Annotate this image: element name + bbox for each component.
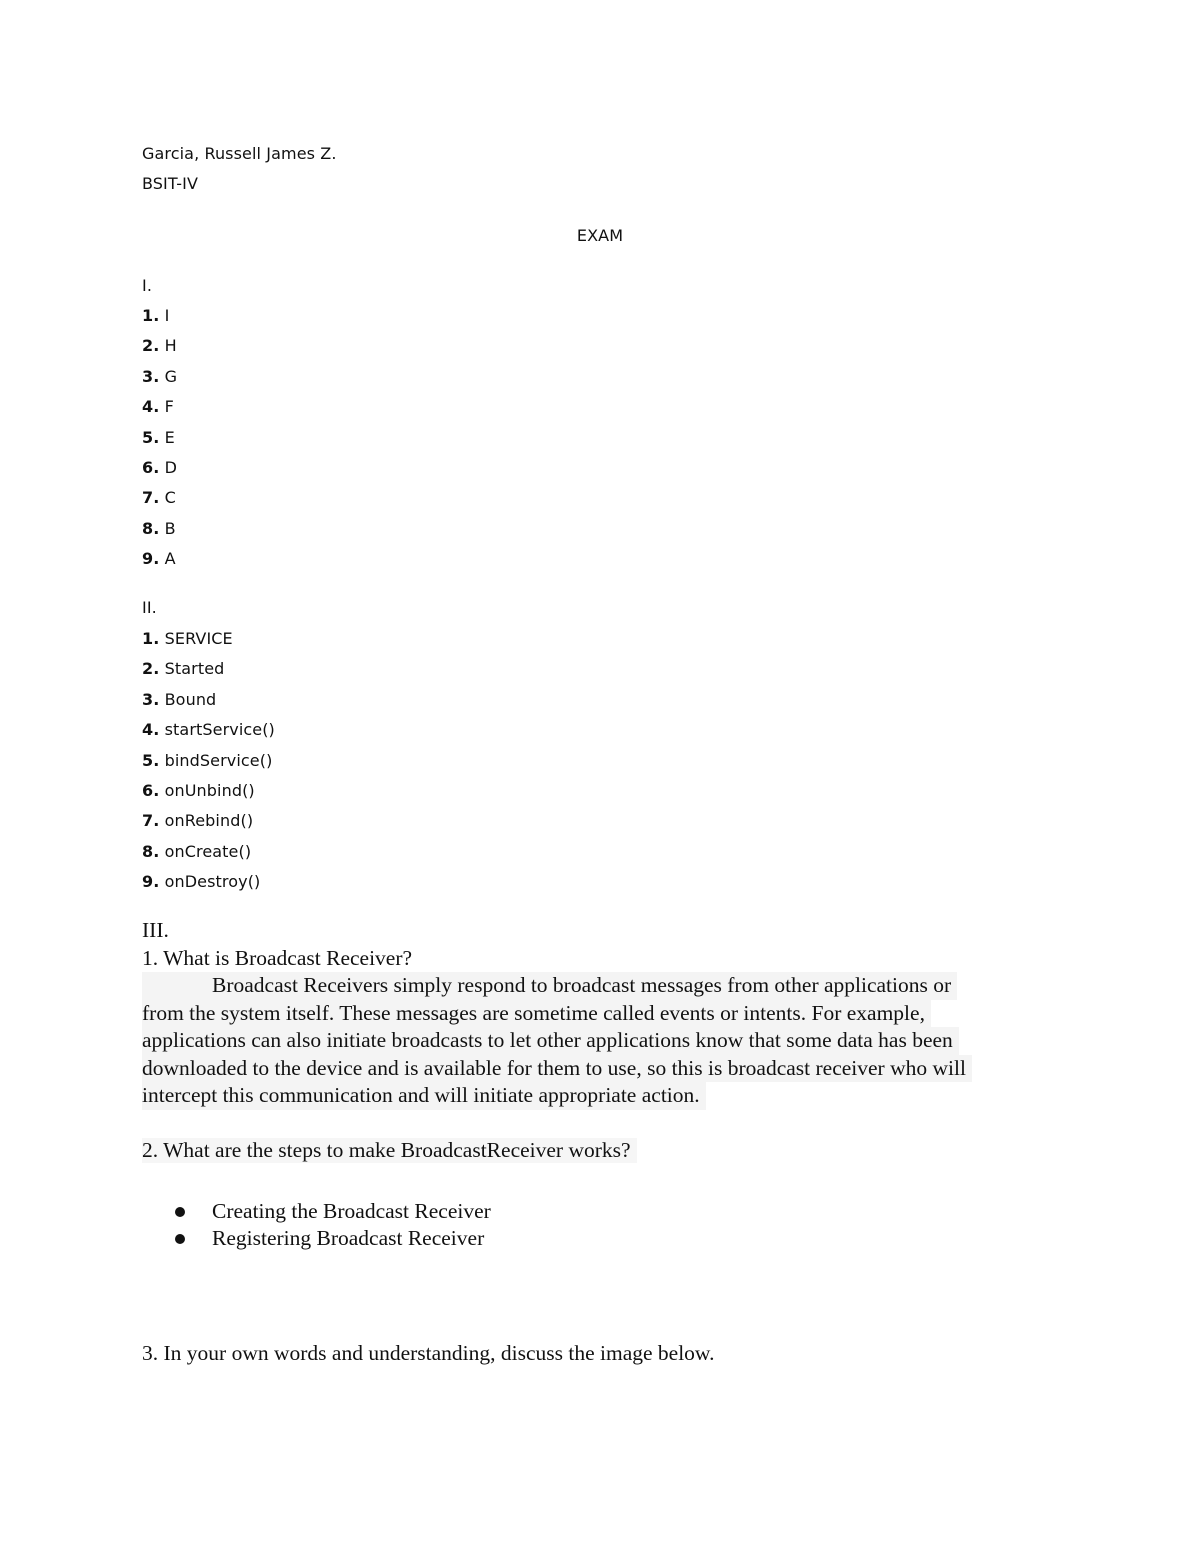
item-answer: G [164,366,178,386]
item-answer: onDestroy() [164,872,261,892]
bullet-icon [175,1234,185,1244]
item-answer: onCreate() [164,841,252,861]
list-item [142,335,177,365]
item-number: 4. [142,720,160,740]
list-item [142,750,275,780]
answer-line: Broadcast Receivers simply respond to broadcast messages from other applications or [142,972,957,1000]
part-3-heading: III. [142,918,169,942]
item-number: 6. [142,457,160,477]
question-3: 3. In your own words and understanding, discuss the image below. [142,1341,715,1365]
list-item [142,780,275,810]
question-1: 1. What is Broadcast Receiver? [142,946,413,970]
item-answer: SERVICE [164,629,233,648]
answer-line: from the system itself. These messages are sometime called events or intents. For example, [142,1000,931,1028]
item-number: 7. [142,811,160,831]
steps-bullet-list [142,1198,491,1252]
list-item [142,841,275,871]
item-answer: A [164,549,176,569]
item-answer: B [164,518,176,538]
item-number: 5. [142,427,160,447]
item-number: 1. [142,306,160,325]
item-number: 7. [142,488,160,508]
part-1-heading: I. [142,276,153,295]
item-number: 3. [142,366,160,386]
list-item [142,305,177,335]
answer-line: intercept this communication and will initiate appropriate action. [142,1082,706,1110]
item-number: 2. [142,659,160,679]
item-answer: onRebind() [164,811,254,831]
question-2: 2. What are the steps to make BroadcastReceiver works? [142,1138,637,1163]
list-item [142,518,177,548]
part-2-answer-list [142,628,275,902]
list-item [142,1225,491,1252]
list-item [142,487,177,517]
item-number: 1. [142,629,160,648]
list-item [142,719,275,749]
item-number: 3. [142,689,160,709]
item-number: 8. [142,518,160,538]
item-number: 6. [142,780,160,800]
list-item [142,366,177,396]
item-answer: F [164,397,174,417]
item-answer: D [164,457,178,477]
item-answer: bindService() [164,750,273,770]
list-item [142,810,275,840]
answer-line: applications can also initiate broadcasts to let other applications know that some data has been [142,1027,959,1055]
list-item [142,396,177,426]
list-item [142,871,275,901]
answer-1-paragraph [142,972,1052,1110]
exam-title: EXAM [576,226,624,245]
item-number: 5. [142,750,160,770]
item-number: 9. [142,872,160,892]
item-number: 9. [142,549,160,569]
part-1-answer-list [142,305,177,579]
bullet-text: Creating the Broadcast Receiver [212,1199,491,1223]
list-item [142,628,275,658]
item-answer: startService() [164,720,275,740]
list-item [142,427,177,457]
bullet-icon [175,1207,185,1217]
list-item [142,1198,491,1225]
list-item [142,457,177,487]
part-2-heading: II. [142,598,157,617]
item-number: 4. [142,397,160,417]
item-number: 2. [142,336,160,356]
item-number: 8. [142,841,160,861]
answer-line: downloaded to the device and is available for them to use, so this is broadcast receiver who will [142,1055,972,1083]
student-name: Garcia, Russell James Z. [142,144,337,163]
list-item [142,658,275,688]
list-item [142,548,177,578]
item-answer: Bound [164,689,217,709]
bullet-text: Registering Broadcast Receiver [212,1226,485,1250]
item-answer: C [164,488,176,508]
list-item [142,689,275,719]
item-answer: onUnbind() [164,780,255,800]
item-answer: H [164,336,177,356]
item-answer: Started [164,659,225,679]
item-answer: E [164,427,175,447]
student-course: BSIT-IV [142,174,199,193]
item-answer: I [164,306,170,325]
